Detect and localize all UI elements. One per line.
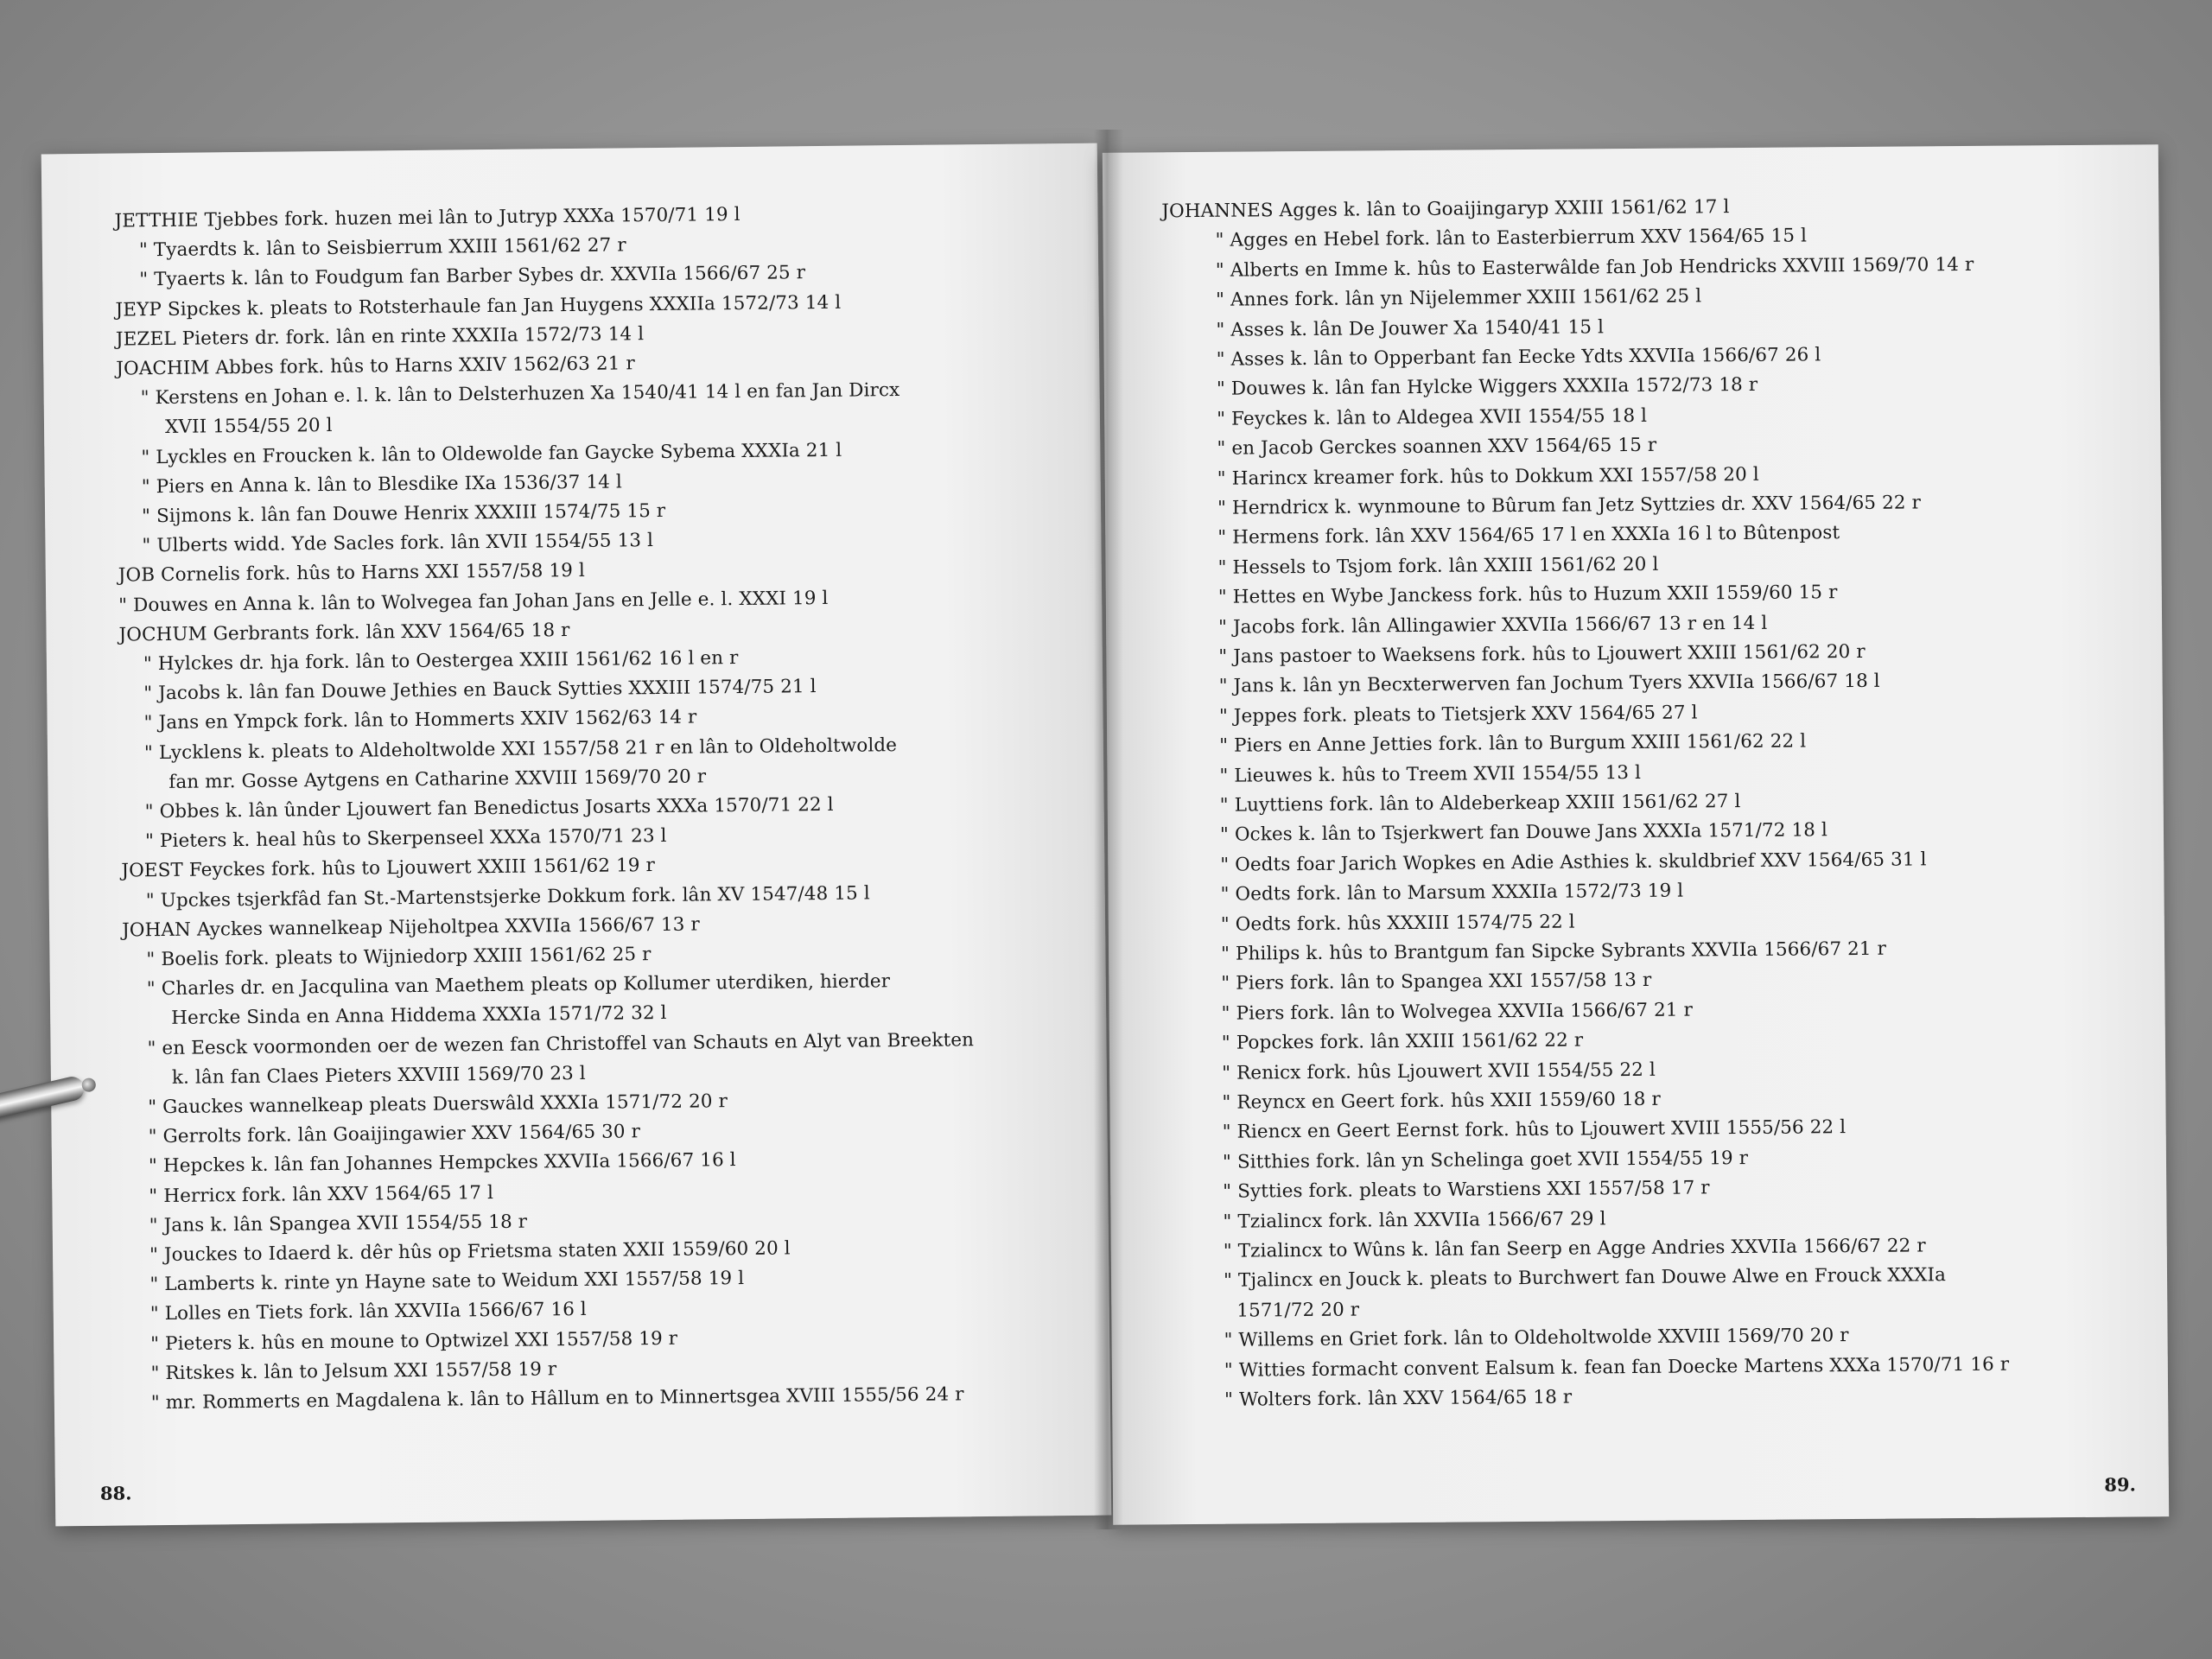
entry-line: JOB Cornelis fork. hûs to Harns XXI 1557/58 19 l — [118, 560, 586, 587]
entry-line: fan mr. Gosse Aytgens en Catharine XXVIII 1569/70 20 r — [168, 766, 707, 793]
left-page — [41, 143, 1112, 1527]
entry-line: " Pieters k. hûs en moune to Optwizel XXI 1557/58 19 r — [150, 1327, 678, 1355]
entry-line: Hercke Sinda en Anna Hiddema XXXIa 1571/72 32 l — [171, 1002, 667, 1030]
entry-line: " en Jacob Gerckes soannen XXV 1564/65 15 r — [1217, 434, 1657, 460]
entry-line: " Oedts fork. hûs XXXIII 1574/75 22 l — [1220, 911, 1575, 936]
entry-line: " Jacobs fork. lân Allingawier XXVIIa 1566/67 13 r en 14 l — [1218, 612, 1768, 639]
entry-line: " Herricx fork. lân XXV 1564/65 17 l — [149, 1181, 494, 1207]
entry-line: " Jans k. lân Spangea XVII 1554/55 18 r — [149, 1211, 528, 1236]
entry-line: " Douwes en Anna k. lân to Wolvegea fan Johan Jans en Jelle e. l. XXXI 19 l — [118, 587, 829, 617]
entry-line: JETTHIE Tjebbes fork. huzen mei lân to Jutryp XXXa 1570/71 19 l — [114, 203, 741, 232]
entry-line: " Lamberts k. rinte yn Hayne sate to Weidum XXI 1557/58 19 l — [149, 1268, 745, 1296]
entry-line: " Herndricx k. wynmoune to Bûrum fan Jetz Syttzies dr. XXV 1564/65 22 r — [1217, 492, 1922, 519]
entry-line: " mr. Rommerts en Magdalena k. lân to Hâllum en to Minnertsgea XVIII 1555/56 24 r — [150, 1383, 964, 1414]
entry-line: " Jans k. lân yn Becxterwerven fan Jochum Tyers XXVIIa 1566/67 18 l — [1218, 671, 1880, 698]
entry-line: " Jans pastoer to Waeksens fork. hûs to Ljouwert XXIII 1561/62 20 r — [1218, 640, 1866, 668]
entry-line: " Pieters k. heal hûs to Skerpenseel XXXa 1570/71 23 l — [144, 825, 667, 853]
entry-line: JEZEL Pieters dr. fork. lân en rinte XXXIIa 1572/73 14 l — [115, 322, 645, 351]
entry-line: " Wolters fork. lân XXV 1564/65 18 r — [1224, 1386, 1573, 1411]
entry-line: " Boelis fork. pleats to Wijniedorp XXIII 1561/62 25 r — [146, 944, 652, 971]
entry-line: " Renicx fork. hûs Ljouwert XVII 1554/55 22 l — [1222, 1058, 1656, 1084]
entry-line: " Alberts en Imme k. hûs to Easterwâlde fan Job Hendricks XXVIII 1569/70 14 r — [1215, 253, 1974, 282]
entry-line: " Lolles en Tiets fork. lân XXVIIa 1566/67 16 l — [149, 1299, 587, 1325]
entry-line: " Hettes en Wybe Janckess fork. hûs to Huzum XXII 1559/60 15 r — [1217, 582, 1838, 608]
entry-line: " Hessels to Tsjom fork. lân XXIII 1561/62 20 l — [1217, 553, 1659, 579]
entry-line: " Charles dr. en Jacqulina van Maethem pleats op Kollumer uterdiken, hierder — [146, 970, 891, 1001]
entry-line: " Oedts fork. lân to Marsum XXXIIa 1572/73 19 l — [1220, 880, 1684, 906]
entry-line: " Kerstens en Johan e. l. k. lân to Delsterhuzen Xa 1540/41 14 l en fan Jan Dircx — [140, 379, 900, 410]
entry-line: " Witties formacht convent Ealsum k. fean fan Doecke Martens XXXa 1570/71 16 r — [1224, 1353, 2010, 1382]
entry-line: " Piers fork. lân to Wolvegea XXVIIa 1566/67 21 r — [1221, 999, 1694, 1025]
entry-line: 1571/72 20 r — [1236, 1299, 1360, 1322]
entry-line: " Tyaerdts k. lân to Seisbierrum XXIII 1561/62 27 r — [138, 234, 626, 262]
entry-line: " Harincx kreamer fork. hûs to Dokkum XXI 1557/58 20 l — [1217, 463, 1759, 490]
entry-line: " Popckes fork. lân XXIII 1561/62 22 r — [1221, 1029, 1584, 1054]
entry-line: " Luyttiens fork. lân to Aldeberkeap XXIII 1561/62 27 l — [1219, 791, 1741, 817]
entry-line: " Riencx en Geert Eernst fork. hûs to Ljouwert XVIII 1555/56 22 l — [1222, 1116, 1847, 1144]
entry-line: " Tzialincx to Wûns k. lân fan Seerp en Agge Andries XXVIIa 1566/67 22 r — [1223, 1235, 1926, 1262]
entry-line: " Lycklens k. pleats to Aldeholtwolde XXI 1557/58 21 r en lân to Oldeholtwolde — [143, 734, 898, 764]
entry-line: " Piers en Anna k. lân to Blesdike IXa 1536/37 14 l — [141, 471, 622, 499]
entry-line: " Ritskes k. lân to Jelsum XXI 1557/58 19 r — [150, 1358, 557, 1384]
left-page-entries — [41, 143, 1112, 1527]
entry-line: " Asses k. lân De Jouwer Xa 1540/41 15 l — [1216, 315, 1605, 341]
entry-line: " Asses k. lân to Opperbant fan Eecke Ydts XXVIIa 1566/67 26 l — [1216, 344, 1821, 371]
entry-line: JOEST Feyckes fork. hûs to Ljouwert XXIII 1561/62 19 r — [121, 855, 656, 882]
entry-line: " Annes fork. lân yn Nijelemmer XXIII 1561/62 25 l — [1216, 285, 1702, 311]
entry-line: " Sijmons k. lân fan Douwe Henrix XXXIII 1574/75 15 r — [141, 499, 666, 528]
entry-line: " Upckes tsjerkfâd fan St.-Martenstsjerke Dokkum fork. lân XV 1547/48 15 l — [145, 882, 870, 912]
entry-line: JOCHUM Gerbrants fork. lân XXV 1564/65 18 r — [118, 619, 570, 646]
entry-line: " Reyncx en Geert fork. hûs XXII 1559/60 18 r — [1222, 1088, 1661, 1114]
entry-line: " Jacobs k. lân fan Douwe Jethies en Bauck Sytties XXXIII 1574/75 21 l — [143, 676, 817, 705]
right-page — [1103, 144, 2169, 1525]
entry-line: " Jeppes fork. pleats to Tietsjerk XXV 1564/65 27 l — [1218, 702, 1698, 728]
entry-line: " Philips k. hûs to Brantgum fan Sipcke Sybrants XXVIIa 1566/67 21 r — [1220, 938, 1887, 965]
entry-line: " Lieuwes k. hûs to Treem XVII 1554/55 13 l — [1219, 761, 1642, 787]
left-page-number: 88. — [99, 1482, 132, 1504]
entry-line: " Douwes k. lân fan Hylcke Wiggers XXXIIa 1572/73 18 r — [1216, 374, 1758, 401]
entry-line: " Jans en Ympck fork. lân to Hommerts XXIV 1562/63 14 r — [143, 706, 697, 734]
entry-line: " Piers fork. lân to Spangea XXI 1557/58 13 r — [1221, 969, 1652, 995]
entry-line: " Ulberts widd. Yde Sacles fork. lân XVII 1554/55 13 l — [142, 530, 654, 557]
entry-line: " Hermens fork. lân XXV 1564/65 17 l en XXXIa 16 l to Bûtenpost — [1217, 522, 1840, 550]
book-gutter — [1094, 130, 1123, 1529]
entry-line: " Hylckes dr. hja fork. lân to Oestergea XXIII 1561/62 16 l en r — [143, 647, 739, 676]
right-page-number: 89. — [2104, 1473, 2137, 1496]
entry-line: " Hepckes k. lân fan Johannes Hempckes XXVIIa 1566/67 16 l — [148, 1149, 736, 1178]
entry-line: JOHANNES Agges k. lân to Goaijingaryp XXIII 1561/62 17 l — [1161, 196, 1730, 223]
entry-line: k. lân fan Claes Pieters XXVIII 1569/70 23 l — [171, 1062, 586, 1089]
entry-line: " Lyckles en Froucken k. lân to Oldewolde fan Gaycke Sybema XXXIa 21 l — [141, 439, 842, 468]
entry-line: " Gauckes wannelkeap pleats Duerswâld XXXIa 1571/72 20 r — [148, 1090, 728, 1119]
entry-line: JOACHIM Abbes fork. hûs to Harns XXIV 1562/63 21 r — [116, 353, 635, 380]
entry-line: " Jouckes to Idaerd k. dêr hûs op Frietsma staten XXII 1559/60 20 l — [149, 1237, 791, 1267]
right-page-entries — [1103, 144, 2169, 1525]
entry-line: " Sitthies fork. lân yn Schelinga goet XVII 1554/55 19 r — [1222, 1147, 1749, 1173]
entry-line: XVII 1554/55 20 l — [164, 415, 333, 439]
entry-line: " Agges en Hebel fork. lân to Easterbierrum XXV 1564/65 15 l — [1215, 225, 1808, 252]
entry-line: " Tjalincx en Jouck k. pleats to Burchwert fan Douwe Alwe en Frouck XXXIa — [1223, 1264, 1947, 1293]
entry-line: JEYP Sipckes k. pleats to Rotsterhaule fan Jan Huygens XXXIIa 1572/73 14 l — [115, 291, 842, 321]
entry-line: " Tyaerts k. lân to Foudgum fan Barber Sybes dr. XXVIIa 1566/67 25 r — [139, 262, 806, 291]
entry-line: " en Eesck voormonden oer de wezen fan Christoffel van Schauts en Alyt van Breekten — [147, 1028, 975, 1059]
entry-line: " Gerrolts fork. lân Goaijingawier XXV 1564/65 30 r — [148, 1121, 641, 1148]
entry-line: " Obbes k. lân ûnder Ljouwert fan Benedictus Josarts XXXa 1570/71 22 l — [144, 793, 834, 823]
entry-line: " Feyckes k. lân to Aldegea XVII 1554/55 18 l — [1217, 404, 1648, 430]
entry-line: " Willems en Griet fork. lân to Oldeholtwolde XXVIII 1569/70 20 r — [1224, 1325, 1849, 1351]
entry-line: " Oedts foar Jarich Wopkes en Adie Asthies k. skuldbrief XXV 1564/65 31 l — [1220, 849, 1927, 876]
entry-line: " Tzialincx fork. lân XXVIIa 1566/67 29 l — [1223, 1207, 1606, 1233]
entry-line: " Piers en Anne Jetties fork. lân to Burgum XXIII 1561/62 22 l — [1219, 730, 1807, 757]
entry-line: " Ockes k. lân to Tsjerkwert fan Douwe Jans XXXIa 1571/72 18 l — [1219, 819, 1828, 847]
entry-line: JOHAN Ayckes wannelkeap Nijeholtpea XXVIIa 1566/67 13 r — [122, 913, 700, 942]
entry-line: " Sytties fork. pleats to Warstiens XXI 1557/58 17 r — [1223, 1177, 1710, 1203]
